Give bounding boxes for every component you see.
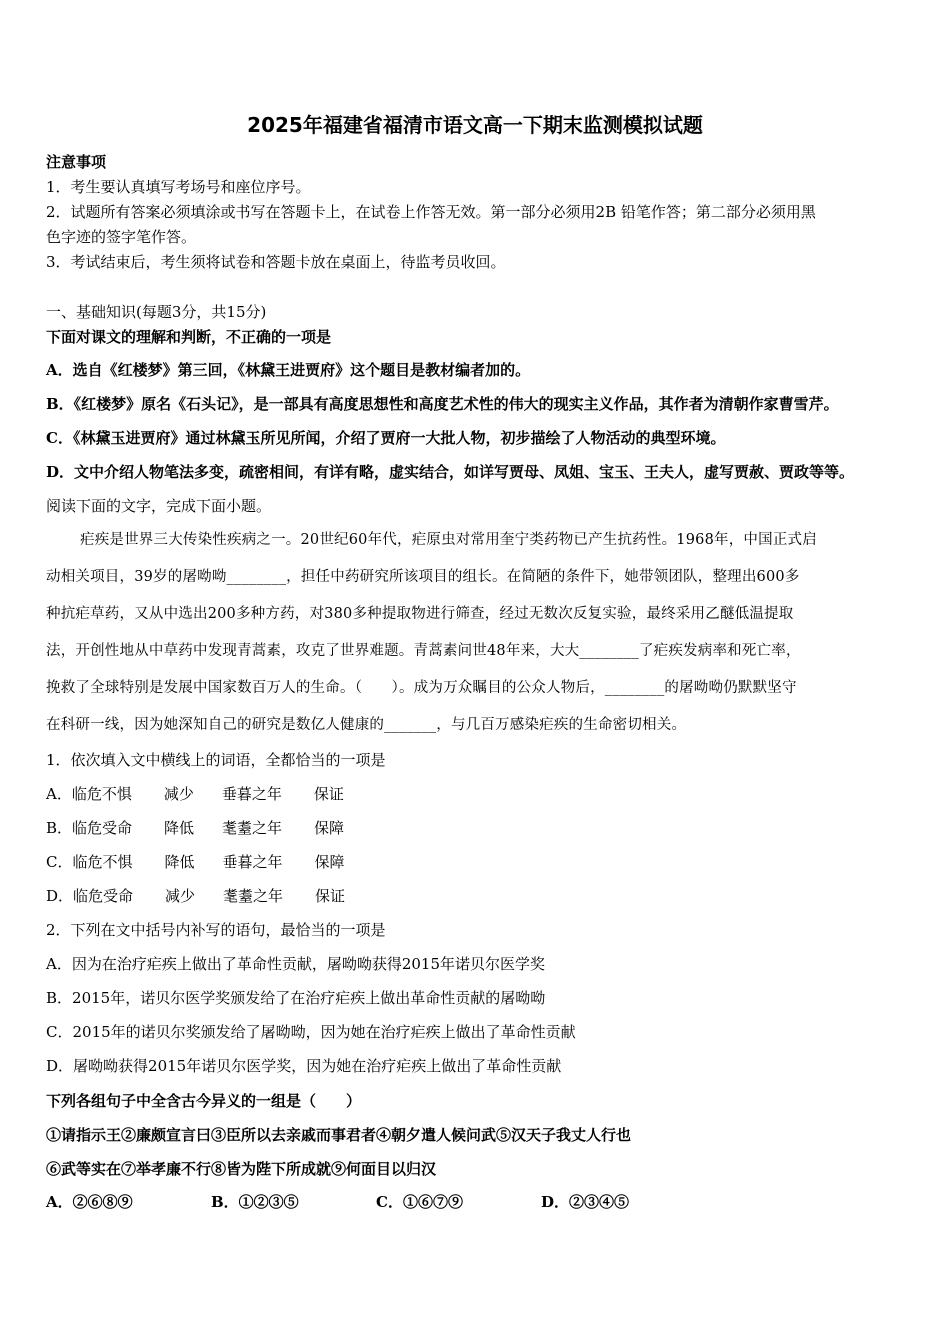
notice-item: 3．考试结束后，考生须将试卷和答题卡放在桌面上，待监考员收回。 (46, 253, 506, 271)
q2-option-c: C．2015年的诺贝尔奖颁发给了屠呦呦，因为她在治疗疟疾上做出了革命性贡献 (46, 1023, 576, 1041)
option-c: C．《林黛玉进贾府》通过林黛玉所见所闻，介绍了贾府一大批人物，初步描绘了人物活动的典型环境。 (46, 429, 726, 447)
q3-choice-b: B．①②③⑤ (211, 1193, 299, 1211)
q2-option-d: D．屠呦呦获得2015年诺贝尔医学奖，因为她在治疗疟疾上做出了革命性贡献 (46, 1057, 562, 1075)
section-heading: 一、基础知识(每题3分，共15分) (46, 303, 267, 321)
question-stem: 下列各组句子中全含古今异义的一组是（ ） (46, 1092, 362, 1110)
passage-line: 法，开创性地从中草药中发现青蒿素，攻克了世界难题。青蒿素问世48年来，大大________了疟疾发病率和死亡率， (46, 643, 801, 659)
option-b: B．《红楼梦》原名《石头记》，是一部具有高度思想性和高度艺术性的伟大的现实主义作品，其作者为清朝作家曹雪芹。 (46, 395, 839, 413)
q1-option-c: C．临危不惧 降低 垂暮之年 保障 (46, 853, 345, 871)
passage-line: 种抗疟草药，又从中选出200多种方药，对380多种提取物进行筛查，经过无数次反复实验，最终采用乙醚低温提取 (46, 606, 794, 622)
question-stem: 下面对课文的理解和判断，不正确的一项是 (46, 328, 332, 346)
option-a: A．选自《红楼梦》第三回，《林黛王进贾府》这个题目是教材编者加的。 (46, 361, 531, 379)
q2-option-a: A．因为在治疗疟疾上做出了革命性贡献，屠呦呦获得2015年诺贝尔医学奖 (46, 955, 546, 973)
q3-choice-a: A．②⑥⑧⑨ (46, 1193, 133, 1211)
q1-option-b: B．临危受命 降低 耄耋之年 保障 (46, 819, 345, 837)
q3-sentences-line: ①请指示王②廉颇宣言曰③臣所以去亲戚而事君者④朝夕遣人候问武⑤汉天子我丈人行也 (46, 1126, 632, 1144)
passage-line: 挽救了全球特别是发展中国家数百万人的生命。（ ）。成为万众瞩目的公众人物后，________的屠呦呦仍默默坚守 (46, 680, 797, 696)
q3-choice-c: C．①⑥⑦⑨ (376, 1193, 463, 1211)
q3-sentences-line: ⑥武等实在⑦举孝廉不行⑧皆为陛下所成就⑨何面目以归汉 (46, 1160, 437, 1178)
passage-line: 疟疾是世界三大传染性疾病之一。20世纪60年代，疟原虫对常用奎宁类药物已产生抗药性。1968年，中国正式启 (80, 532, 817, 548)
option-d: D．文中介绍人物笔法多变，疏密相间，有详有略，虚实结合，如详写贾母、凤姐、宝玉、王夫人，虚写贾赦、贾政等等。 (46, 463, 855, 481)
q2-option-b: B．2015年，诺贝尔医学奖颁发给了在治疗疟疾上做出革命性贡献的屠呦呦 (46, 989, 546, 1007)
passage-line: 在科研一线，因为她深知自己的研究是数亿人健康的_______，与几百万感染疟疾的生命密切相关。 (46, 717, 687, 733)
question-stem: 1．依次填入文中横线上的词语，全都恰当的一项是 (46, 751, 386, 769)
notice-item: 2．试题所有答案必须填涂或书写在答题卡上，在试卷上作答无效。第一部分必须用2B 铅笔作答；第二部分必须用黑 (46, 203, 816, 221)
q1-option-a: A．临危不惧 减少 垂暮之年 保证 (46, 785, 344, 803)
notice-item: 1．考生要认真填写考场号和座位序号。 (46, 178, 311, 196)
q3-choice-d: D．②③④⑤ (541, 1193, 630, 1211)
notice-heading: 注意事项 (46, 153, 107, 171)
q3-choices (46, 1192, 920, 1212)
q1-option-d: D．临危受命 减少 耄耋之年 保证 (46, 887, 346, 905)
question-stem: 2．下列在文中括号内补写的语句，最恰当的一项是 (46, 921, 386, 939)
page-title: 2025年福建省福清市语文高一下期末监测模拟试题 (247, 113, 703, 137)
passage-line: 动相关项目，39岁的屠呦呦________，担任中药研究所该项目的组长。在简陋的条件下，她带领团队，整理出600多 (46, 569, 800, 585)
reading-intro: 阅读下面的文字，完成下面小题。 (46, 497, 272, 515)
notice-item: 色字迹的签字笔作答。 (46, 228, 197, 246)
